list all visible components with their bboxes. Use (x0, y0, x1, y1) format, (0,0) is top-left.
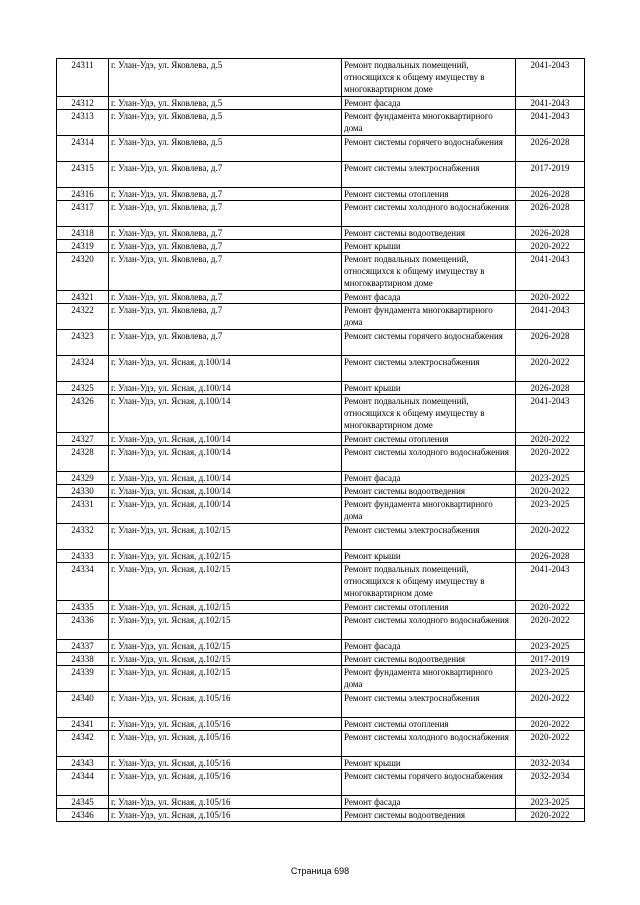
row-period: 2017-2019 (516, 162, 585, 188)
row-address: г. Улан-Удэ, ул. Ясная, д.105/16 (109, 731, 342, 757)
row-number: 24346 (57, 809, 109, 822)
row-address: г. Улан-Удэ, ул. Ясная, д.100/14 (109, 446, 342, 472)
row-work-type: Ремонт фасада (342, 796, 516, 809)
table-row (57, 227, 585, 240)
table-row (57, 640, 585, 653)
row-address: г. Улан-Удэ, ул. Яковлева, д.7 (109, 188, 342, 201)
row-number: 24320 (57, 253, 109, 291)
row-address: г. Улан-Удэ, ул. Ясная, д.100/14 (109, 498, 342, 524)
row-period: 2023-2025 (516, 472, 585, 485)
row-period: 2020-2022 (516, 692, 585, 718)
table-row (57, 201, 585, 227)
row-number: 24333 (57, 550, 109, 563)
row-number: 24327 (57, 433, 109, 446)
row-number: 24337 (57, 640, 109, 653)
row-period: 2026-2028 (516, 382, 585, 395)
row-number: 24318 (57, 227, 109, 240)
row-period: 2026-2028 (516, 136, 585, 162)
row-period: 2041-2043 (516, 563, 585, 601)
row-number: 24336 (57, 614, 109, 640)
table-row (57, 524, 585, 550)
row-number: 24311 (57, 59, 109, 97)
row-work-type: Ремонт системы электроснабжения (342, 162, 516, 188)
row-address: г. Улан-Удэ, ул. Ясная, д.105/16 (109, 718, 342, 731)
table-row (57, 809, 585, 822)
row-period: 2041-2043 (516, 253, 585, 291)
row-address: г. Улан-Удэ, ул. Яковлева, д.7 (109, 162, 342, 188)
row-number: 24313 (57, 110, 109, 136)
row-address: г. Улан-Удэ, ул. Ясная, д.100/14 (109, 433, 342, 446)
row-work-type: Ремонт системы отопления (342, 433, 516, 446)
row-period: 2020-2022 (516, 433, 585, 446)
row-number: 24331 (57, 498, 109, 524)
table-row (57, 382, 585, 395)
row-number: 24328 (57, 446, 109, 472)
table-row (57, 498, 585, 524)
row-period: 2020-2022 (516, 240, 585, 253)
row-address: г. Улан-Удэ, ул. Ясная, д.102/15 (109, 614, 342, 640)
table-body (57, 59, 585, 822)
row-address: г. Улан-Удэ, ул. Ясная, д.102/15 (109, 601, 342, 614)
row-address: г. Улан-Удэ, ул. Ясная, д.100/14 (109, 395, 342, 433)
row-work-type: Ремонт системы холодного водоснабжения (342, 731, 516, 757)
row-address: г. Улан-Удэ, ул. Ясная, д.105/16 (109, 757, 342, 770)
row-work-type: Ремонт системы холодного водоснабжения (342, 201, 516, 227)
row-work-type: Ремонт крыши (342, 382, 516, 395)
row-address: г. Улан-Удэ, ул. Яковлева, д.7 (109, 291, 342, 304)
row-work-type: Ремонт системы отопления (342, 601, 516, 614)
row-period: 2026-2028 (516, 330, 585, 356)
row-period: 2020-2022 (516, 731, 585, 757)
table-row (57, 253, 585, 291)
row-number: 24341 (57, 718, 109, 731)
row-number: 24335 (57, 601, 109, 614)
table-row (57, 757, 585, 770)
row-period: 2032-2034 (516, 770, 585, 796)
row-period: 2041-2043 (516, 395, 585, 433)
row-period: 2020-2022 (516, 446, 585, 472)
row-work-type: Ремонт системы электроснабжения (342, 524, 516, 550)
row-work-type: Ремонт системы водоотведения (342, 227, 516, 240)
row-period: 2026-2028 (516, 188, 585, 201)
row-work-type: Ремонт крыши (342, 550, 516, 563)
row-number: 24343 (57, 757, 109, 770)
row-number: 24332 (57, 524, 109, 550)
row-number: 24330 (57, 485, 109, 498)
row-address: г. Улан-Удэ, ул. Яковлева, д.5 (109, 59, 342, 97)
row-number: 24339 (57, 666, 109, 692)
row-period: 2023-2025 (516, 666, 585, 692)
row-work-type: Ремонт подвальных помещений, относящихся к общему имуществу в многоквартирном доме (342, 253, 516, 291)
row-period: 2026-2028 (516, 227, 585, 240)
row-work-type: Ремонт фасада (342, 472, 516, 485)
row-period: 2041-2043 (516, 59, 585, 97)
table-row (57, 653, 585, 666)
row-number: 24344 (57, 770, 109, 796)
row-work-type: Ремонт подвальных помещений, относящихся к общему имуществу в многоквартирном доме (342, 563, 516, 601)
row-number: 24329 (57, 472, 109, 485)
row-work-type: Ремонт системы отопления (342, 718, 516, 731)
row-work-type: Ремонт фундамента многоквартирного дома (342, 498, 516, 524)
row-period: 2041-2043 (516, 110, 585, 136)
row-period: 2017-2019 (516, 653, 585, 666)
row-work-type: Ремонт крыши (342, 757, 516, 770)
row-work-type: Ремонт системы горячего водоснабжения (342, 136, 516, 162)
table-row (57, 692, 585, 718)
table-row (57, 550, 585, 563)
row-address: г. Улан-Удэ, ул. Яковлева, д.7 (109, 253, 342, 291)
row-address: г. Улан-Удэ, ул. Ясная, д.100/14 (109, 485, 342, 498)
table-row (57, 446, 585, 472)
row-period: 2023-2025 (516, 640, 585, 653)
row-number: 24321 (57, 291, 109, 304)
table-row (57, 136, 585, 162)
row-period: 2023-2025 (516, 796, 585, 809)
table-row (57, 356, 585, 382)
repair-schedule-table (56, 58, 585, 822)
row-number: 24340 (57, 692, 109, 718)
row-address: г. Улан-Удэ, ул. Ясная, д.102/15 (109, 640, 342, 653)
row-work-type: Ремонт фундамента многоквартирного дома (342, 110, 516, 136)
row-address: г. Улан-Удэ, ул. Яковлева, д.7 (109, 330, 342, 356)
row-work-type: Ремонт системы холодного водоснабжения (342, 446, 516, 472)
table-row (57, 796, 585, 809)
table-row (57, 59, 585, 97)
table-row (57, 485, 585, 498)
row-address: г. Улан-Удэ, ул. Ясная, д.102/15 (109, 550, 342, 563)
row-address: г. Улан-Удэ, ул. Ясная, д.100/14 (109, 356, 342, 382)
table-row (57, 304, 585, 330)
row-address: г. Улан-Удэ, ул. Яковлева, д.7 (109, 227, 342, 240)
table-row (57, 563, 585, 601)
row-period: 2041-2043 (516, 97, 585, 110)
row-work-type: Ремонт системы водоотведения (342, 653, 516, 666)
row-work-type: Ремонт фундамента многоквартирного дома (342, 304, 516, 330)
row-number: 24338 (57, 653, 109, 666)
table-row (57, 770, 585, 796)
row-work-type: Ремонт системы холодного водоснабжения (342, 614, 516, 640)
row-address: г. Улан-Удэ, ул. Ясная, д.102/15 (109, 524, 342, 550)
row-number: 24345 (57, 796, 109, 809)
table-row (57, 97, 585, 110)
row-work-type: Ремонт системы горячего водоснабжения (342, 330, 516, 356)
row-address: г. Улан-Удэ, ул. Яковлева, д.7 (109, 201, 342, 227)
table-row (57, 433, 585, 446)
row-period: 2020-2022 (516, 524, 585, 550)
row-period: 2020-2022 (516, 718, 585, 731)
row-period: 2020-2022 (516, 614, 585, 640)
row-number: 24322 (57, 304, 109, 330)
row-address: г. Улан-Удэ, ул. Ясная, д.105/16 (109, 809, 342, 822)
row-work-type: Ремонт системы водоотведения (342, 809, 516, 822)
row-address: г. Улан-Удэ, ул. Ясная, д.100/14 (109, 382, 342, 395)
row-period: 2020-2022 (516, 485, 585, 498)
table-row (57, 601, 585, 614)
row-address: г. Улан-Удэ, ул. Ясная, д.105/16 (109, 796, 342, 809)
table-row (57, 731, 585, 757)
table-row (57, 666, 585, 692)
row-address: г. Улан-Удэ, ул. Яковлева, д.7 (109, 304, 342, 330)
row-work-type: Ремонт фундамента многоквартирного дома (342, 666, 516, 692)
row-number: 24317 (57, 201, 109, 227)
row-address: г. Улан-Удэ, ул. Яковлева, д.5 (109, 97, 342, 110)
table-row (57, 395, 585, 433)
table-row (57, 188, 585, 201)
row-period: 2041-2043 (516, 304, 585, 330)
row-number: 24314 (57, 136, 109, 162)
row-number: 24315 (57, 162, 109, 188)
row-address: г. Улан-Удэ, ул. Яковлева, д.7 (109, 240, 342, 253)
row-address: г. Улан-Удэ, ул. Ясная, д.105/16 (109, 770, 342, 796)
row-number: 24324 (57, 356, 109, 382)
row-address: г. Улан-Удэ, ул. Ясная, д.102/15 (109, 666, 342, 692)
row-work-type: Ремонт фасада (342, 97, 516, 110)
row-work-type: Ремонт крыши (342, 240, 516, 253)
row-work-type: Ремонт фасада (342, 640, 516, 653)
row-number: 24325 (57, 382, 109, 395)
row-period: 2026-2028 (516, 201, 585, 227)
row-work-type: Ремонт системы электроснабжения (342, 356, 516, 382)
row-work-type: Ремонт системы горячего водоснабжения (342, 770, 516, 796)
row-work-type: Ремонт подвальных помещений, относящихся к общему имуществу в многоквартирном доме (342, 395, 516, 433)
row-address: г. Улан-Удэ, ул. Яковлева, д.5 (109, 136, 342, 162)
table-row (57, 614, 585, 640)
page-number: Страница 698 (290, 866, 350, 876)
table-row (57, 472, 585, 485)
table-row (57, 162, 585, 188)
row-work-type: Ремонт системы электроснабжения (342, 692, 516, 718)
row-work-type: Ремонт подвальных помещений, относящихся к общему имуществу в многоквартирном доме (342, 59, 516, 97)
row-number: 24334 (57, 563, 109, 601)
row-address: г. Улан-Удэ, ул. Яковлева, д.5 (109, 110, 342, 136)
row-number: 24316 (57, 188, 109, 201)
table-row (57, 291, 585, 304)
row-address: г. Улан-Удэ, ул. Ясная, д.100/14 (109, 472, 342, 485)
row-period: 2020-2022 (516, 601, 585, 614)
table-row (57, 330, 585, 356)
row-address: г. Улан-Удэ, ул. Ясная, д.102/15 (109, 653, 342, 666)
row-period: 2020-2022 (516, 291, 585, 304)
row-period: 2020-2022 (516, 809, 585, 822)
row-period: 2032-2034 (516, 757, 585, 770)
table-row (57, 718, 585, 731)
row-number: 24319 (57, 240, 109, 253)
row-period: 2023-2025 (516, 498, 585, 524)
row-work-type: Ремонт системы водоотведения (342, 485, 516, 498)
row-number: 24342 (57, 731, 109, 757)
row-address: г. Улан-Удэ, ул. Ясная, д.102/15 (109, 563, 342, 601)
row-number: 24326 (57, 395, 109, 433)
table-row (57, 240, 585, 253)
row-address: г. Улан-Удэ, ул. Ясная, д.105/16 (109, 692, 342, 718)
row-period: 2026-2028 (516, 550, 585, 563)
table-row (57, 110, 585, 136)
row-number: 24323 (57, 330, 109, 356)
row-work-type: Ремонт системы отопления (342, 188, 516, 201)
row-period: 2020-2022 (516, 356, 585, 382)
row-work-type: Ремонт фасада (342, 291, 516, 304)
row-number: 24312 (57, 97, 109, 110)
